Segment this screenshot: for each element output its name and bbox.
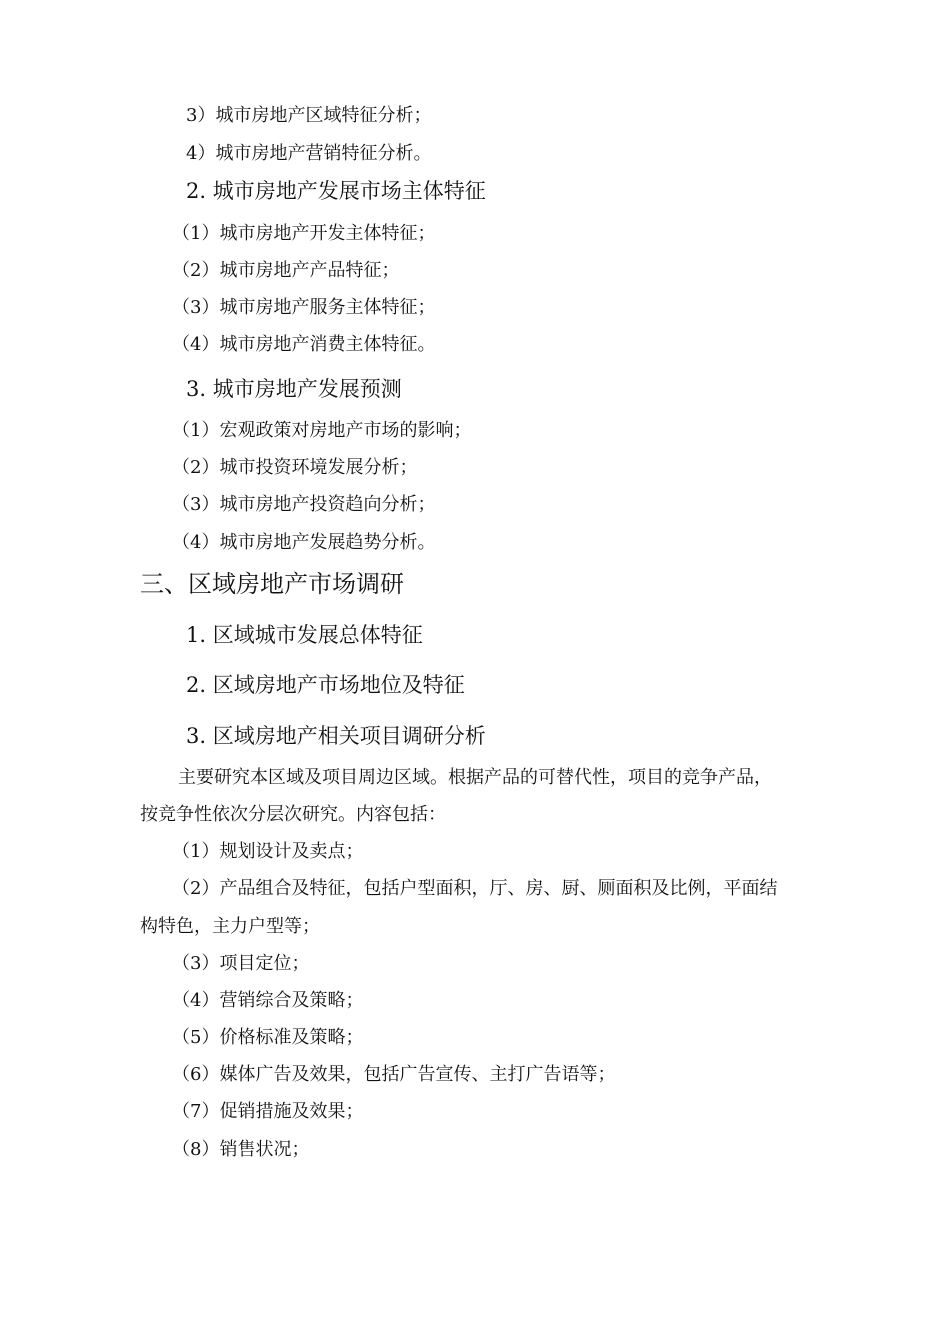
section-heading: 2. 城市房地产发展市场主体特征 [186, 179, 486, 203]
chapter-heading: 三、区域房地产市场调研 [140, 570, 404, 598]
list-item: （3）城市房地产投资趋向分析； [172, 494, 436, 515]
list-item: （2）产品组合及特征，包括户型面积，厅、房、厨、厕面积及比例，平面结 [172, 878, 778, 899]
list-item: （5）价格标准及策略； [172, 1027, 364, 1048]
list-item: （1）宏观政策对房地产市场的影响； [172, 420, 472, 441]
list-item: （1）规划设计及卖点； [172, 841, 364, 862]
list-item-continuation: 构特色，主力户型等； [140, 916, 320, 937]
section-heading: 1. 区域城市发展总体特征 [186, 623, 423, 647]
list-item: （8）销售状况； [172, 1139, 310, 1160]
section-heading: 3. 区域房地产相关项目调研分析 [186, 724, 486, 748]
paragraph-line: 按竞争性依次分层次研究。内容包括： [140, 804, 446, 825]
list-item: 4）城市房地产营销特征分析。 [186, 143, 432, 164]
list-item: （6）媒体广告及效果，包括广告宣传、主打广告语等； [172, 1064, 616, 1085]
list-item: （7）促销措施及效果； [172, 1101, 364, 1122]
list-item: （1）城市房地产开发主体特征； [172, 223, 436, 244]
section-heading: 2. 区域房地产市场地位及特征 [186, 673, 465, 697]
list-item: （2）城市投资环境发展分析； [172, 457, 418, 478]
section-heading: 3. 城市房地产发展预测 [186, 377, 402, 401]
list-item: （3）项目定位； [172, 953, 310, 974]
list-item: 3）城市房地产区域特征分析； [186, 105, 432, 126]
list-item: （4）营销综合及策略； [172, 990, 364, 1011]
list-item: （4）城市房地产发展趋势分析。 [172, 532, 436, 553]
paragraph-line: 主要研究本区域及项目周边区域。根据产品的可替代性，项目的竞争产品， [178, 767, 772, 788]
list-item: （4）城市房地产消费主体特征。 [172, 334, 436, 355]
list-item: （3）城市房地产服务主体特征； [172, 297, 436, 318]
list-item: （2）城市房地产产品特征； [172, 260, 400, 281]
